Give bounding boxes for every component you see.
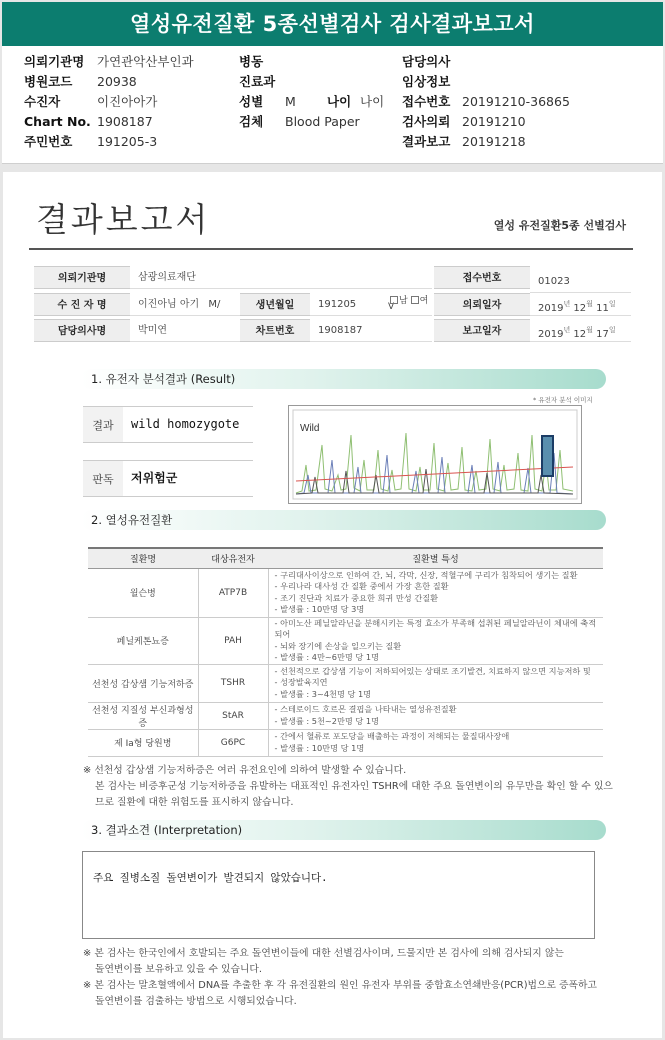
feature-item: - 발생률 : 5천~2만명 당 1명 bbox=[275, 716, 604, 728]
result-label: 결과 bbox=[83, 406, 123, 443]
gene-name: PAH bbox=[198, 617, 268, 664]
judgement-value: 저위험군 bbox=[123, 460, 253, 497]
male-label: 남 bbox=[399, 296, 408, 306]
disease-features bbox=[268, 664, 603, 702]
judgement-label: 판독 bbox=[83, 460, 123, 497]
interpretation-box bbox=[82, 851, 595, 939]
disease-name: 윌슨병 bbox=[88, 568, 198, 617]
pt-name-value: 이진아님 아기 bbox=[138, 299, 200, 310]
feature-item: - 조기 진단과 치료가 중요한 희귀 만성 간질환 bbox=[275, 593, 604, 605]
disease-features bbox=[268, 729, 603, 756]
rrn-value: 191205-3 bbox=[97, 134, 158, 149]
ward-label: 병동 bbox=[239, 54, 264, 69]
features-list bbox=[269, 731, 604, 754]
req-year: 2019 bbox=[538, 303, 564, 314]
header-row-1 bbox=[2, 52, 663, 72]
report-paper bbox=[3, 172, 662, 1038]
institution-value: 가연관악산부인과 bbox=[97, 54, 194, 69]
features-list bbox=[269, 666, 604, 701]
pt-request-date-label: 의뢰일자 bbox=[434, 293, 530, 316]
pt-receipt-label: 접수번호 bbox=[434, 266, 530, 289]
rep-month-unit: 월 bbox=[586, 326, 593, 334]
feature-item: - 발생률 : 3~4천명 당 1명 bbox=[275, 689, 604, 701]
section2-footnote bbox=[83, 763, 613, 811]
chart-wild-label: Wild bbox=[300, 423, 320, 434]
footnote-line: 돌연변이를 검출하는 방법으로 시행되었습니다. bbox=[95, 996, 297, 1007]
pt-name-cell bbox=[130, 293, 240, 316]
pt-sex-mark: M/ bbox=[208, 299, 221, 310]
pt-institution-label: 의뢰기관명 bbox=[34, 266, 130, 289]
footnote-line: ※ 본 검사는 한국인에서 호발되는 주요 돌연변이들에 대한 선별검사이며, 드물지만 본 검사에 의해 검사되지 않는 bbox=[83, 948, 564, 959]
age-label: 나이 bbox=[327, 94, 352, 109]
specimen-label: 검체 bbox=[239, 114, 264, 129]
pt-report-date-label: 보고일자 bbox=[434, 319, 530, 342]
feature-item: - 간에서 혈류로 포도당을 배출하는 과정이 저해되는 물질대사장애 bbox=[275, 731, 604, 743]
feature-item: - 선천적으로 갑상샘 기능이 저하되어있는 상태로 조기발견, 치료하지 않으면 지능저하 및 bbox=[275, 666, 604, 678]
feature-item: - 발생률 : 4만~6만명 당 1명 bbox=[275, 652, 604, 664]
feature-item: - 발생률 : 10만명 당 3명 bbox=[275, 604, 604, 616]
footnote-line: ※ 선천성 갑상샘 기능저하증은 여러 유전요인에 의하여 발생할 수 있습니다. bbox=[83, 765, 407, 776]
rep-day-unit: 일 bbox=[608, 326, 616, 334]
feature-item: - 구리대사이상으로 인하여 간, 뇌, 각막, 신장, 적혈구에 구리가 침착되어 생기는 질환 bbox=[275, 570, 604, 582]
report-date-value: 20191218 bbox=[462, 134, 526, 149]
req-month: 12 bbox=[573, 303, 587, 314]
rrn-label: 주민번호 bbox=[24, 134, 73, 149]
pt-dob-label: 생년월일 bbox=[240, 293, 310, 316]
request-value: 20191210 bbox=[462, 114, 526, 129]
report-header-title: 열성유전질환 5종선별검사 검사결과보고서 bbox=[2, 2, 663, 46]
disease-features bbox=[268, 568, 603, 617]
rep-year-unit: 년 bbox=[563, 326, 571, 334]
header-row-4 bbox=[2, 112, 663, 132]
col-disease: 질환명 bbox=[88, 548, 198, 568]
pt-sex-checkboxes bbox=[390, 290, 428, 313]
header-row-3 bbox=[2, 92, 663, 112]
disease-name: 제 Ia형 당원병 bbox=[88, 729, 198, 756]
feature-item: - 아미노산 페닐알라닌을 분해시키는 특정 효소가 부족해 섭취된 페닐알라닌이 체내에 축적되어 bbox=[275, 618, 604, 641]
pt-check-mark: V bbox=[388, 302, 395, 312]
footnote-line: 돌연변이를 보유하고 있을 수 있습니다. bbox=[95, 964, 262, 975]
header-row-5 bbox=[2, 132, 663, 152]
disease-name: 선천성 갑상샘 기능저하증 bbox=[88, 664, 198, 702]
header-info-panel bbox=[2, 46, 663, 164]
report-date-label: 결과보고 bbox=[402, 134, 451, 149]
section-result-title: 1. 유전자 분석결과 (Result) bbox=[81, 369, 606, 389]
table-row bbox=[88, 664, 603, 702]
disease-table bbox=[88, 547, 603, 757]
sex-value: M bbox=[285, 94, 296, 109]
footnote-line: 본 검사는 비증후군성 기능저하증을 유발하는 대표적인 유전자인 TSHR에 대한 주요 돌연변이의 유무만을 확인 할 수 있으 bbox=[95, 781, 613, 792]
pt-institution-value: 삼광의료재단 bbox=[130, 266, 432, 289]
disease-table-header bbox=[88, 548, 603, 568]
result-value: wild homozygote bbox=[123, 406, 253, 443]
request-label: 검사의뢰 bbox=[402, 114, 451, 129]
gene-name: ATP7B bbox=[198, 568, 268, 617]
institution-label: 의뢰기관명 bbox=[24, 54, 85, 69]
patient-label: 수진자 bbox=[24, 94, 61, 109]
feature-item: - 뇌와 장기에 손상을 일으키는 질환 bbox=[275, 641, 604, 653]
page-title: 결과보고서 bbox=[36, 200, 211, 239]
footnote-line: ※ 본 검사는 말초혈액에서 DNA를 추출한 후 각 유전질환의 원인 유전자 부위를 중합효소연쇄반응(PCR)법으로 증폭하고 bbox=[83, 980, 597, 991]
female-label: 여 bbox=[419, 296, 429, 306]
pt-receipt-value: 01023 bbox=[530, 270, 631, 293]
col-gene: 대상유전자 bbox=[198, 548, 268, 568]
receipt-value: 20191210-36865 bbox=[462, 94, 570, 109]
gene-name: StAR bbox=[198, 702, 268, 729]
req-year-unit: 년 bbox=[563, 300, 571, 308]
clinical-label: 임상정보 bbox=[402, 74, 451, 89]
electropherogram-image bbox=[288, 405, 582, 504]
pt-doctor-value: 박미연 bbox=[130, 319, 240, 342]
dept-label: 진료과 bbox=[239, 74, 276, 89]
rep-day: 17 bbox=[596, 329, 609, 340]
features-list bbox=[269, 618, 604, 664]
chart-label: Chart No. bbox=[24, 114, 91, 129]
feature-item: - 성장발육지연 bbox=[275, 677, 604, 689]
table-row bbox=[88, 617, 603, 664]
rep-month: 12 bbox=[573, 329, 587, 340]
chart-value: 1908187 bbox=[97, 114, 153, 129]
hospital-code-value: 20938 bbox=[97, 74, 137, 89]
rep-year: 2019 bbox=[538, 329, 564, 340]
pt-report-date-value bbox=[530, 319, 631, 342]
req-day-unit: 일 bbox=[608, 300, 616, 308]
sex-label: 성별 bbox=[239, 94, 264, 109]
disease-features bbox=[268, 702, 603, 729]
female-checkbox-icon bbox=[411, 296, 419, 304]
feature-item: - 우리나라 대사성 간 질환 중에서 가장 흔한 질환 bbox=[275, 581, 604, 593]
pt-name-label: 수 진 자 명 bbox=[34, 293, 130, 316]
table-row bbox=[88, 729, 603, 756]
pt-dob-value: 191205 bbox=[318, 299, 357, 310]
pt-chart-label: 차트번호 bbox=[240, 319, 310, 342]
page-subtitle: 열성 유전질환5종 선별검사 bbox=[493, 219, 626, 232]
table-row bbox=[88, 568, 603, 617]
feature-item: - 스테로이드 호르몬 결핍을 나타내는 열성유전질환 bbox=[275, 704, 604, 716]
bottom-footnotes bbox=[83, 946, 597, 1010]
gene-name: G6PC bbox=[198, 729, 268, 756]
interpretation-text: 주요 질병소질 돌연변이가 발견되지 않았습니다. bbox=[93, 872, 328, 884]
male-checkbox-icon bbox=[390, 296, 398, 304]
age-value: 나이 bbox=[360, 94, 385, 109]
hospital-code-label: 병원코드 bbox=[24, 74, 73, 89]
analysis-image-note: * 유전자 분석 이미지 bbox=[533, 396, 593, 404]
col-features: 질환별 특성 bbox=[268, 548, 603, 568]
disease-features bbox=[268, 617, 603, 664]
section-diseases-title: 2. 열성유전질환 bbox=[81, 510, 606, 530]
mutation-site-marker bbox=[542, 436, 553, 476]
features-list bbox=[269, 704, 604, 727]
disease-name: 선천성 지질성 부신과형성증 bbox=[88, 702, 198, 729]
pt-dob-cell bbox=[310, 293, 432, 316]
req-day: 11 bbox=[596, 303, 609, 314]
patient-value: 이진아아가 bbox=[97, 94, 158, 109]
feature-item: - 발생률 : 10만명 당 1명 bbox=[275, 743, 604, 755]
footnote-line: 므로 질환에 대한 위험도를 표시하지 않습니다. bbox=[95, 797, 294, 808]
pt-chart-value: 1908187 bbox=[310, 319, 432, 342]
pt-request-date-value bbox=[530, 293, 631, 316]
title-divider bbox=[29, 248, 633, 250]
gene-name: TSHR bbox=[198, 664, 268, 702]
pt-doctor-label: 담당의사명 bbox=[34, 319, 130, 342]
features-list bbox=[269, 570, 604, 616]
section-interpretation-title: 3. 결과소견 (Interpretation) bbox=[81, 820, 606, 840]
table-row bbox=[88, 702, 603, 729]
receipt-label: 접수번호 bbox=[402, 94, 451, 109]
specimen-value: Blood Paper bbox=[285, 114, 360, 129]
disease-name: 페닐케톤뇨증 bbox=[88, 617, 198, 664]
header-row-2 bbox=[2, 72, 663, 92]
doctor-label: 담당의사 bbox=[402, 54, 451, 69]
req-month-unit: 월 bbox=[586, 300, 593, 308]
